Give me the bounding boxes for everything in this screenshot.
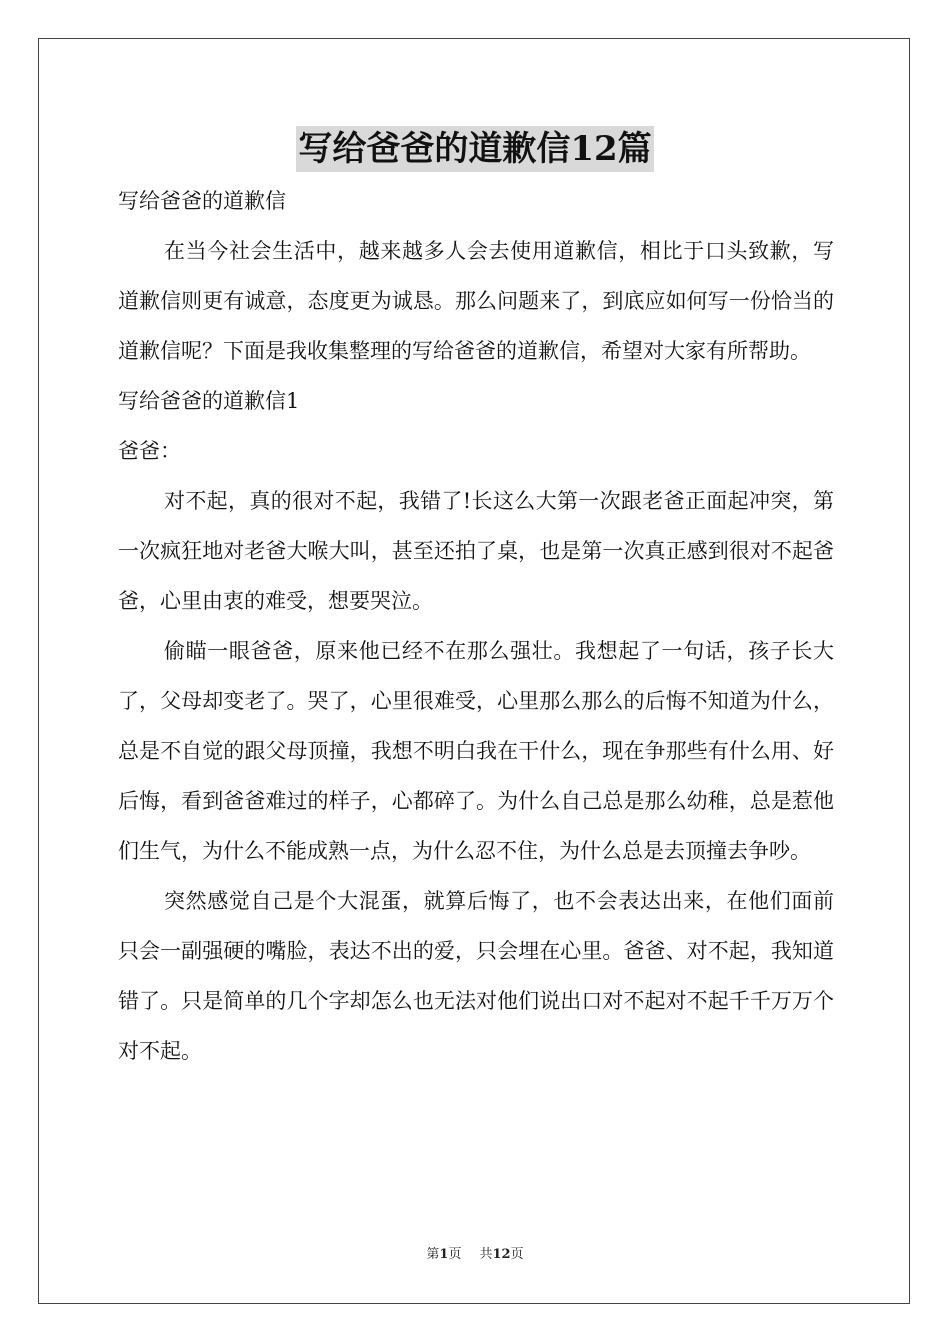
paragraph: 突然感觉自己是个大混蛋，就算后悔了，也不会表达出来，在他们面前只会一副强硬的嘴脸，表达不出的爱，只会埋在心里。爸爸、对不起，我知道错了。只是简单的几个字却怎么也无法对他们说出口对不起对不起千千万万个对不起。	[118, 889, 834, 1063]
paragraph: 偷瞄一眼爸爸，原来他已经不在那么强壮。我想起了一句话，孩子长大了，父母却变老了。哭了，心里很难受，心里那么那么的后悔不知道为什么，总是不自觉的跟父母顶撞，我想不明白我在干什么，现在争那些有什么用、好后悔，看到爸爸难过的样子，心都碎了。为什么自己总是那么幼稚，总是惹他们生气，为什么不能成熟一点，为什么忍不住，为什么总是去顶撞去争吵。	[118, 639, 834, 863]
total-prefix: 共	[479, 1247, 493, 1262]
paragraph: 对不起，真的很对不起，我错了!长这么大第一次跟老爸正面起冲突，第一次疯狂地对老爸大喉大叫，甚至还拍了桌，也是第一次真正感到很对不起爸爸，心里由衷的难受，想要哭泣。	[118, 489, 834, 613]
paragraph: 写给爸爸的道歉信	[118, 189, 286, 213]
paragraph: 在当今社会生活中，越来越多人会去使用道歉信，相比于口头致歉，写道歉信则更有诚意，态度更为诚恳。那么问题来了，到底应如何写一份恰当的道歉信呢？下面是我收集整理的写给爸爸的道歉信，希望对大家有所帮助。	[118, 239, 834, 363]
page-prefix: 第	[426, 1247, 440, 1262]
document-title: 写给爸爸的道歉信12篇	[296, 126, 653, 172]
paragraph: 写给爸爸的道歉信1	[118, 389, 300, 413]
page-unit: 页	[448, 1247, 462, 1262]
title-container	[0, 126, 950, 172]
page-current: 1	[439, 1247, 449, 1262]
total-unit: 页	[510, 1247, 524, 1262]
page-footer	[0, 1245, 950, 1265]
paragraph: 爸爸：	[118, 439, 181, 463]
page-total: 12	[492, 1247, 511, 1262]
document-body	[118, 176, 834, 1076]
